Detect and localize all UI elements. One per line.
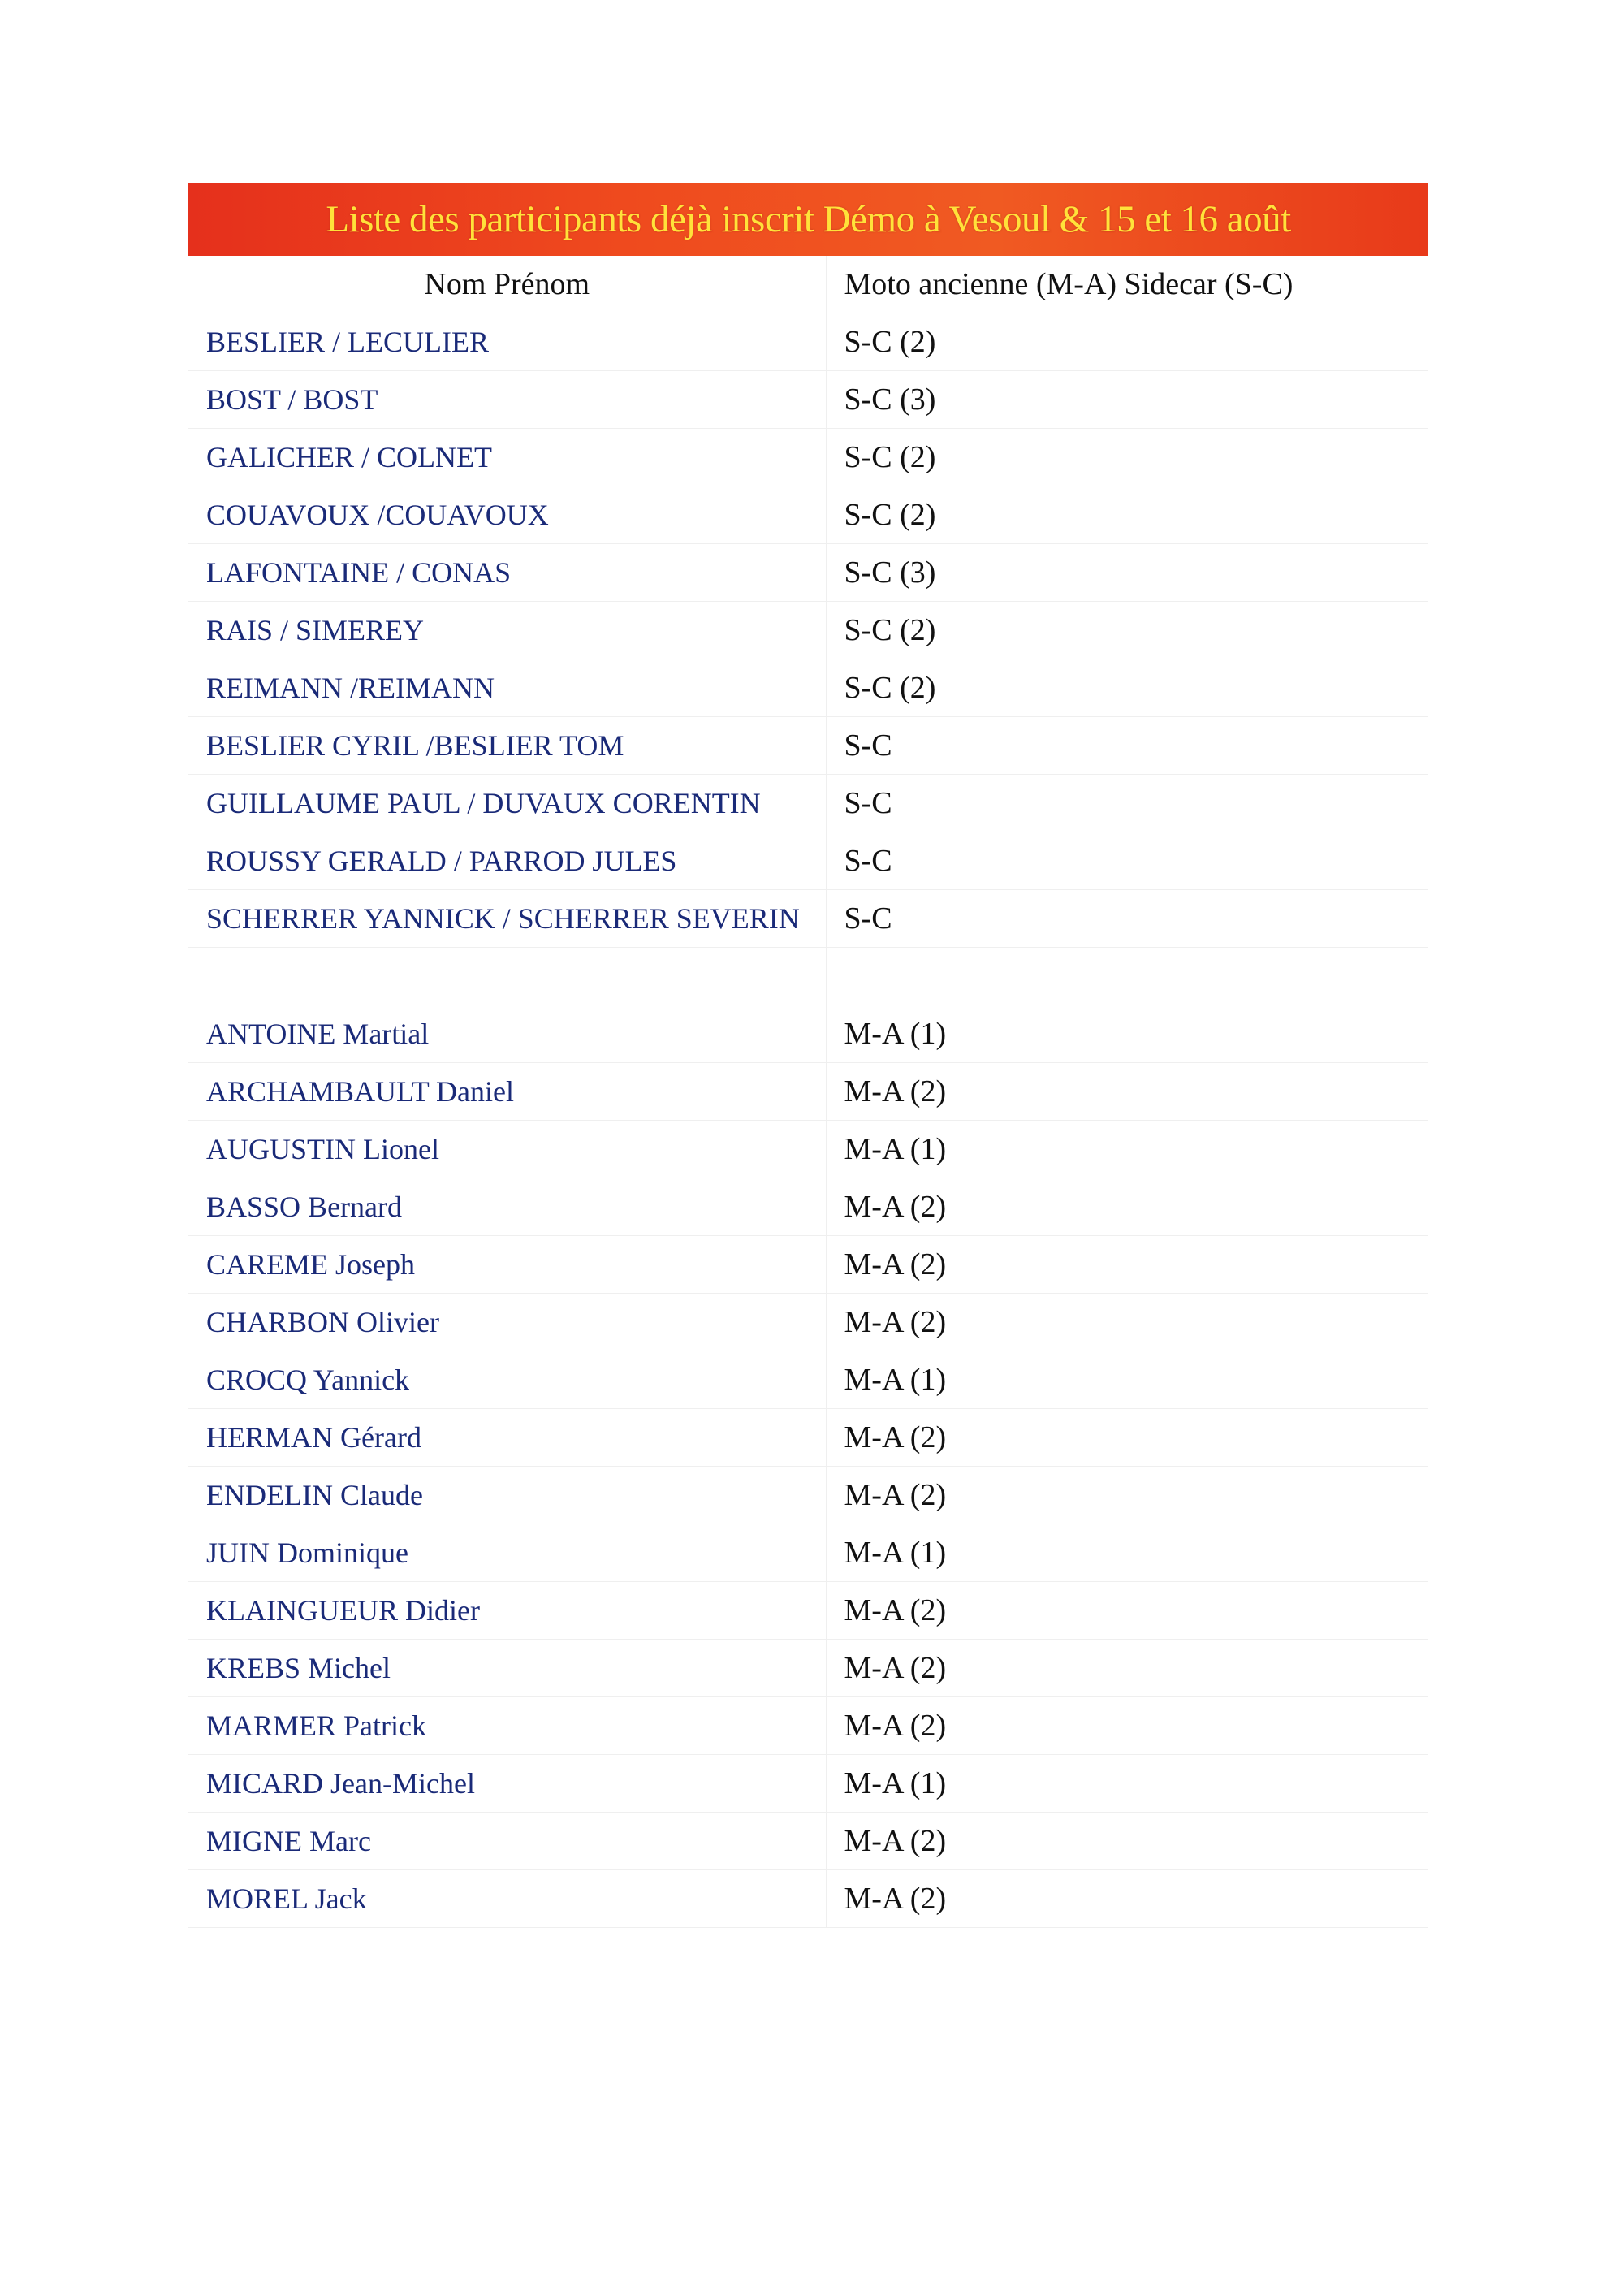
participant-name: BESLIER CYRIL /BESLIER TOM (188, 717, 826, 775)
participant-category: S-C (2) (826, 486, 1428, 544)
participant-name: LAFONTAINE / CONAS (188, 544, 826, 602)
participant-category: M-A (2) (826, 1640, 1428, 1697)
table-row (188, 429, 1428, 486)
participant-name: ANTOINE Martial (188, 1005, 826, 1063)
participant-category: S-C (826, 775, 1428, 832)
header-name: Nom Prénom (188, 256, 826, 313)
table-row (188, 1697, 1428, 1755)
table-row (188, 890, 1428, 948)
table-row (188, 717, 1428, 775)
table-row (188, 602, 1428, 659)
banner-title: Liste des participants déjà inscrit Démo à Vesoul & 15 et 16 août (188, 183, 1428, 256)
participant-category: M-A (1) (826, 1524, 1428, 1582)
participant-name: MICARD Jean-Michel (188, 1755, 826, 1813)
table-header-row (188, 256, 1428, 313)
participant-category: M-A (1) (826, 1121, 1428, 1178)
participant-name: CAREME Joseph (188, 1236, 826, 1294)
participant-name: ENDELIN Claude (188, 1467, 826, 1524)
participant-category: S-C (3) (826, 544, 1428, 602)
table-row (188, 1409, 1428, 1467)
participant-name: REIMANN /REIMANN (188, 659, 826, 717)
participant-category: M-A (2) (826, 1697, 1428, 1755)
participant-name: AUGUSTIN Lionel (188, 1121, 826, 1178)
participant-name: CROCQ Yannick (188, 1351, 826, 1409)
participant-category: M-A (2) (826, 1178, 1428, 1236)
participants-sheet (188, 183, 1428, 1928)
table-row (188, 1178, 1428, 1236)
participant-name: MOREL Jack (188, 1870, 826, 1928)
header-category: Moto ancienne (M-A) Sidecar (S-C) (826, 256, 1428, 313)
participant-category: M-A (2) (826, 1236, 1428, 1294)
participant-name (188, 948, 826, 1005)
table-body (188, 313, 1428, 1928)
participant-name: CHARBON Olivier (188, 1294, 826, 1351)
participant-name: COUAVOUX /COUAVOUX (188, 486, 826, 544)
participant-category: S-C (2) (826, 602, 1428, 659)
participant-category: M-A (2) (826, 1294, 1428, 1351)
table-row (188, 486, 1428, 544)
table-row (188, 1755, 1428, 1813)
table-row (188, 1640, 1428, 1697)
table-row (188, 1063, 1428, 1121)
table-row (188, 1294, 1428, 1351)
participant-category: S-C (826, 717, 1428, 775)
table-row (188, 1813, 1428, 1870)
table-row (188, 1524, 1428, 1582)
participant-name: GALICHER / COLNET (188, 429, 826, 486)
table-row (188, 1351, 1428, 1409)
table-row (188, 544, 1428, 602)
participant-name: MARMER Patrick (188, 1697, 826, 1755)
participant-category: M-A (2) (826, 1813, 1428, 1870)
participant-name: MIGNE Marc (188, 1813, 826, 1870)
participant-category: M-A (2) (826, 1582, 1428, 1640)
table-row (188, 832, 1428, 890)
table-row (188, 1121, 1428, 1178)
table-row (188, 1236, 1428, 1294)
participant-category: S-C (826, 890, 1428, 948)
participant-category: S-C (2) (826, 659, 1428, 717)
participant-category (826, 948, 1428, 1005)
participant-category: M-A (2) (826, 1467, 1428, 1524)
participant-category: S-C (826, 832, 1428, 890)
table-row (188, 948, 1428, 1005)
participant-category: M-A (2) (826, 1063, 1428, 1121)
table-row (188, 313, 1428, 371)
table-row (188, 1582, 1428, 1640)
participant-category: M-A (2) (826, 1870, 1428, 1928)
participant-category: M-A (1) (826, 1351, 1428, 1409)
participant-category: S-C (2) (826, 429, 1428, 486)
participant-name: JUIN Dominique (188, 1524, 826, 1582)
table-row (188, 659, 1428, 717)
table-row (188, 1870, 1428, 1928)
participant-name: BESLIER / LECULIER (188, 313, 826, 371)
participant-name: RAIS / SIMEREY (188, 602, 826, 659)
participant-name: HERMAN Gérard (188, 1409, 826, 1467)
participant-name: GUILLAUME PAUL / DUVAUX CORENTIN (188, 775, 826, 832)
table-row (188, 1467, 1428, 1524)
participant-name: KLAINGUEUR Didier (188, 1582, 826, 1640)
participant-name: BOST / BOST (188, 371, 826, 429)
participant-name: ARCHAMBAULT Daniel (188, 1063, 826, 1121)
participant-category: S-C (3) (826, 371, 1428, 429)
participants-table (188, 256, 1428, 1928)
participant-category: S-C (2) (826, 313, 1428, 371)
participant-name: BASSO Bernard (188, 1178, 826, 1236)
participant-category: M-A (2) (826, 1409, 1428, 1467)
participant-category: M-A (1) (826, 1005, 1428, 1063)
table-row (188, 775, 1428, 832)
participant-category: M-A (1) (826, 1755, 1428, 1813)
participant-name: KREBS Michel (188, 1640, 826, 1697)
participant-name: SCHERRER YANNICK / SCHERRER SEVERIN (188, 890, 826, 948)
table-row (188, 1005, 1428, 1063)
table-row (188, 371, 1428, 429)
participant-name: ROUSSY GERALD / PARROD JULES (188, 832, 826, 890)
